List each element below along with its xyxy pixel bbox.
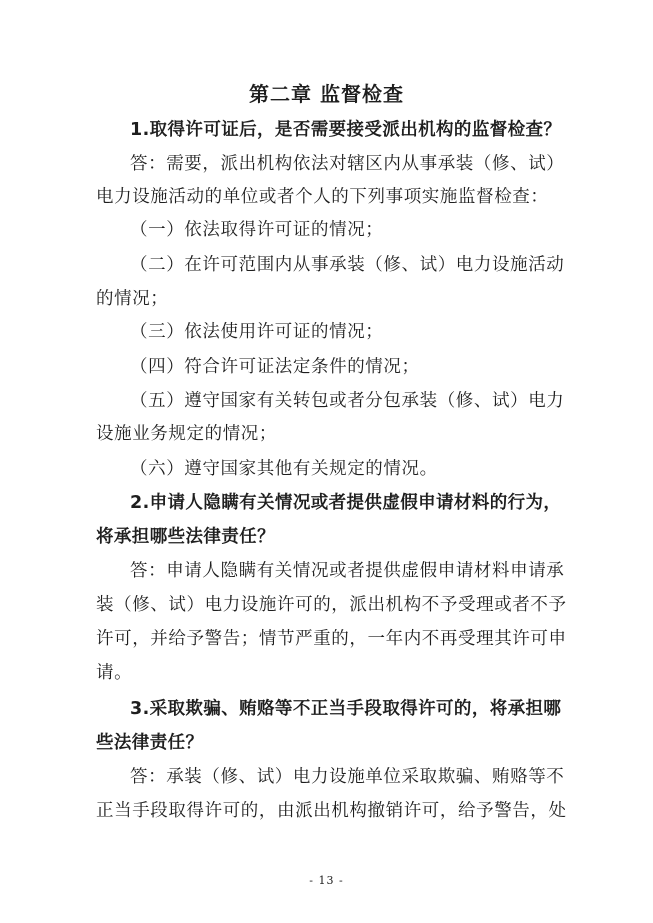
question-3-line-1: 3.采取欺骗、贿赂等不正当手段取得许可的，将承担哪 [130, 699, 562, 719]
answer-2-line-3: 许可，并给予警告；情节严重的，一年内不再受理其许可申 [96, 629, 567, 649]
answer-1-item-3: （三）依法使用许可证的情况； [130, 322, 384, 342]
question-2-line-1: 2.申请人隐瞒有关情况或者提供虚假申请材料的行为， [130, 493, 562, 513]
answer-2-line-2: 装（修、试）电力设施许可的，派出机构不予受理或者不予 [96, 595, 567, 615]
answer-2-line-4: 请。 [96, 663, 133, 683]
answer-3-line-1: 答：承装（修、试）电力设施单位采取欺骗、贿赂等不 [130, 767, 565, 787]
answer-1-item-2-line-1: （二）在许可范围内从事承装（修、试）电力设施活动 [130, 255, 565, 275]
chapter-title: 第二章 监督检查 [249, 82, 404, 106]
answer-1-item-4: （四）符合许可证法定条件的情况； [130, 357, 420, 377]
answer-1-item-2-line-2: 的情况； [96, 289, 169, 309]
question-3-line-2: 些法律责任？ [96, 733, 204, 753]
page-number: - 13 - [309, 874, 344, 887]
answer-1-line-2: 电力设施活动的单位或者个人的下列事项实施监督检查： [96, 187, 549, 207]
answer-3-line-2: 正当手段取得许可的，由派出机构撤销许可，给予警告，处 [96, 801, 567, 821]
question-1-line-1: 1.取得许可证后，是否需要接受派出机构的监督检查？ [130, 120, 562, 140]
answer-1-item-6: （六）遵守国家其他有关规定的情况。 [130, 459, 438, 479]
answer-2-line-1: 答：申请人隐瞒有关情况或者提供虚假申请材料申请承 [130, 561, 565, 581]
answer-1-item-5-line-2: 设施业务规定的情况； [96, 424, 277, 444]
answer-1-item-5-line-1: （五）遵守国家有关转包或者分包承装（修、试）电力 [130, 391, 565, 411]
answer-1-item-1: （一）依法取得许可证的情况； [130, 220, 384, 240]
answer-1-line-1: 答：需要，派出机构依法对辖区内从事承装（修、试） [130, 154, 565, 174]
question-2-line-2: 将承担哪些法律责任？ [96, 527, 275, 547]
